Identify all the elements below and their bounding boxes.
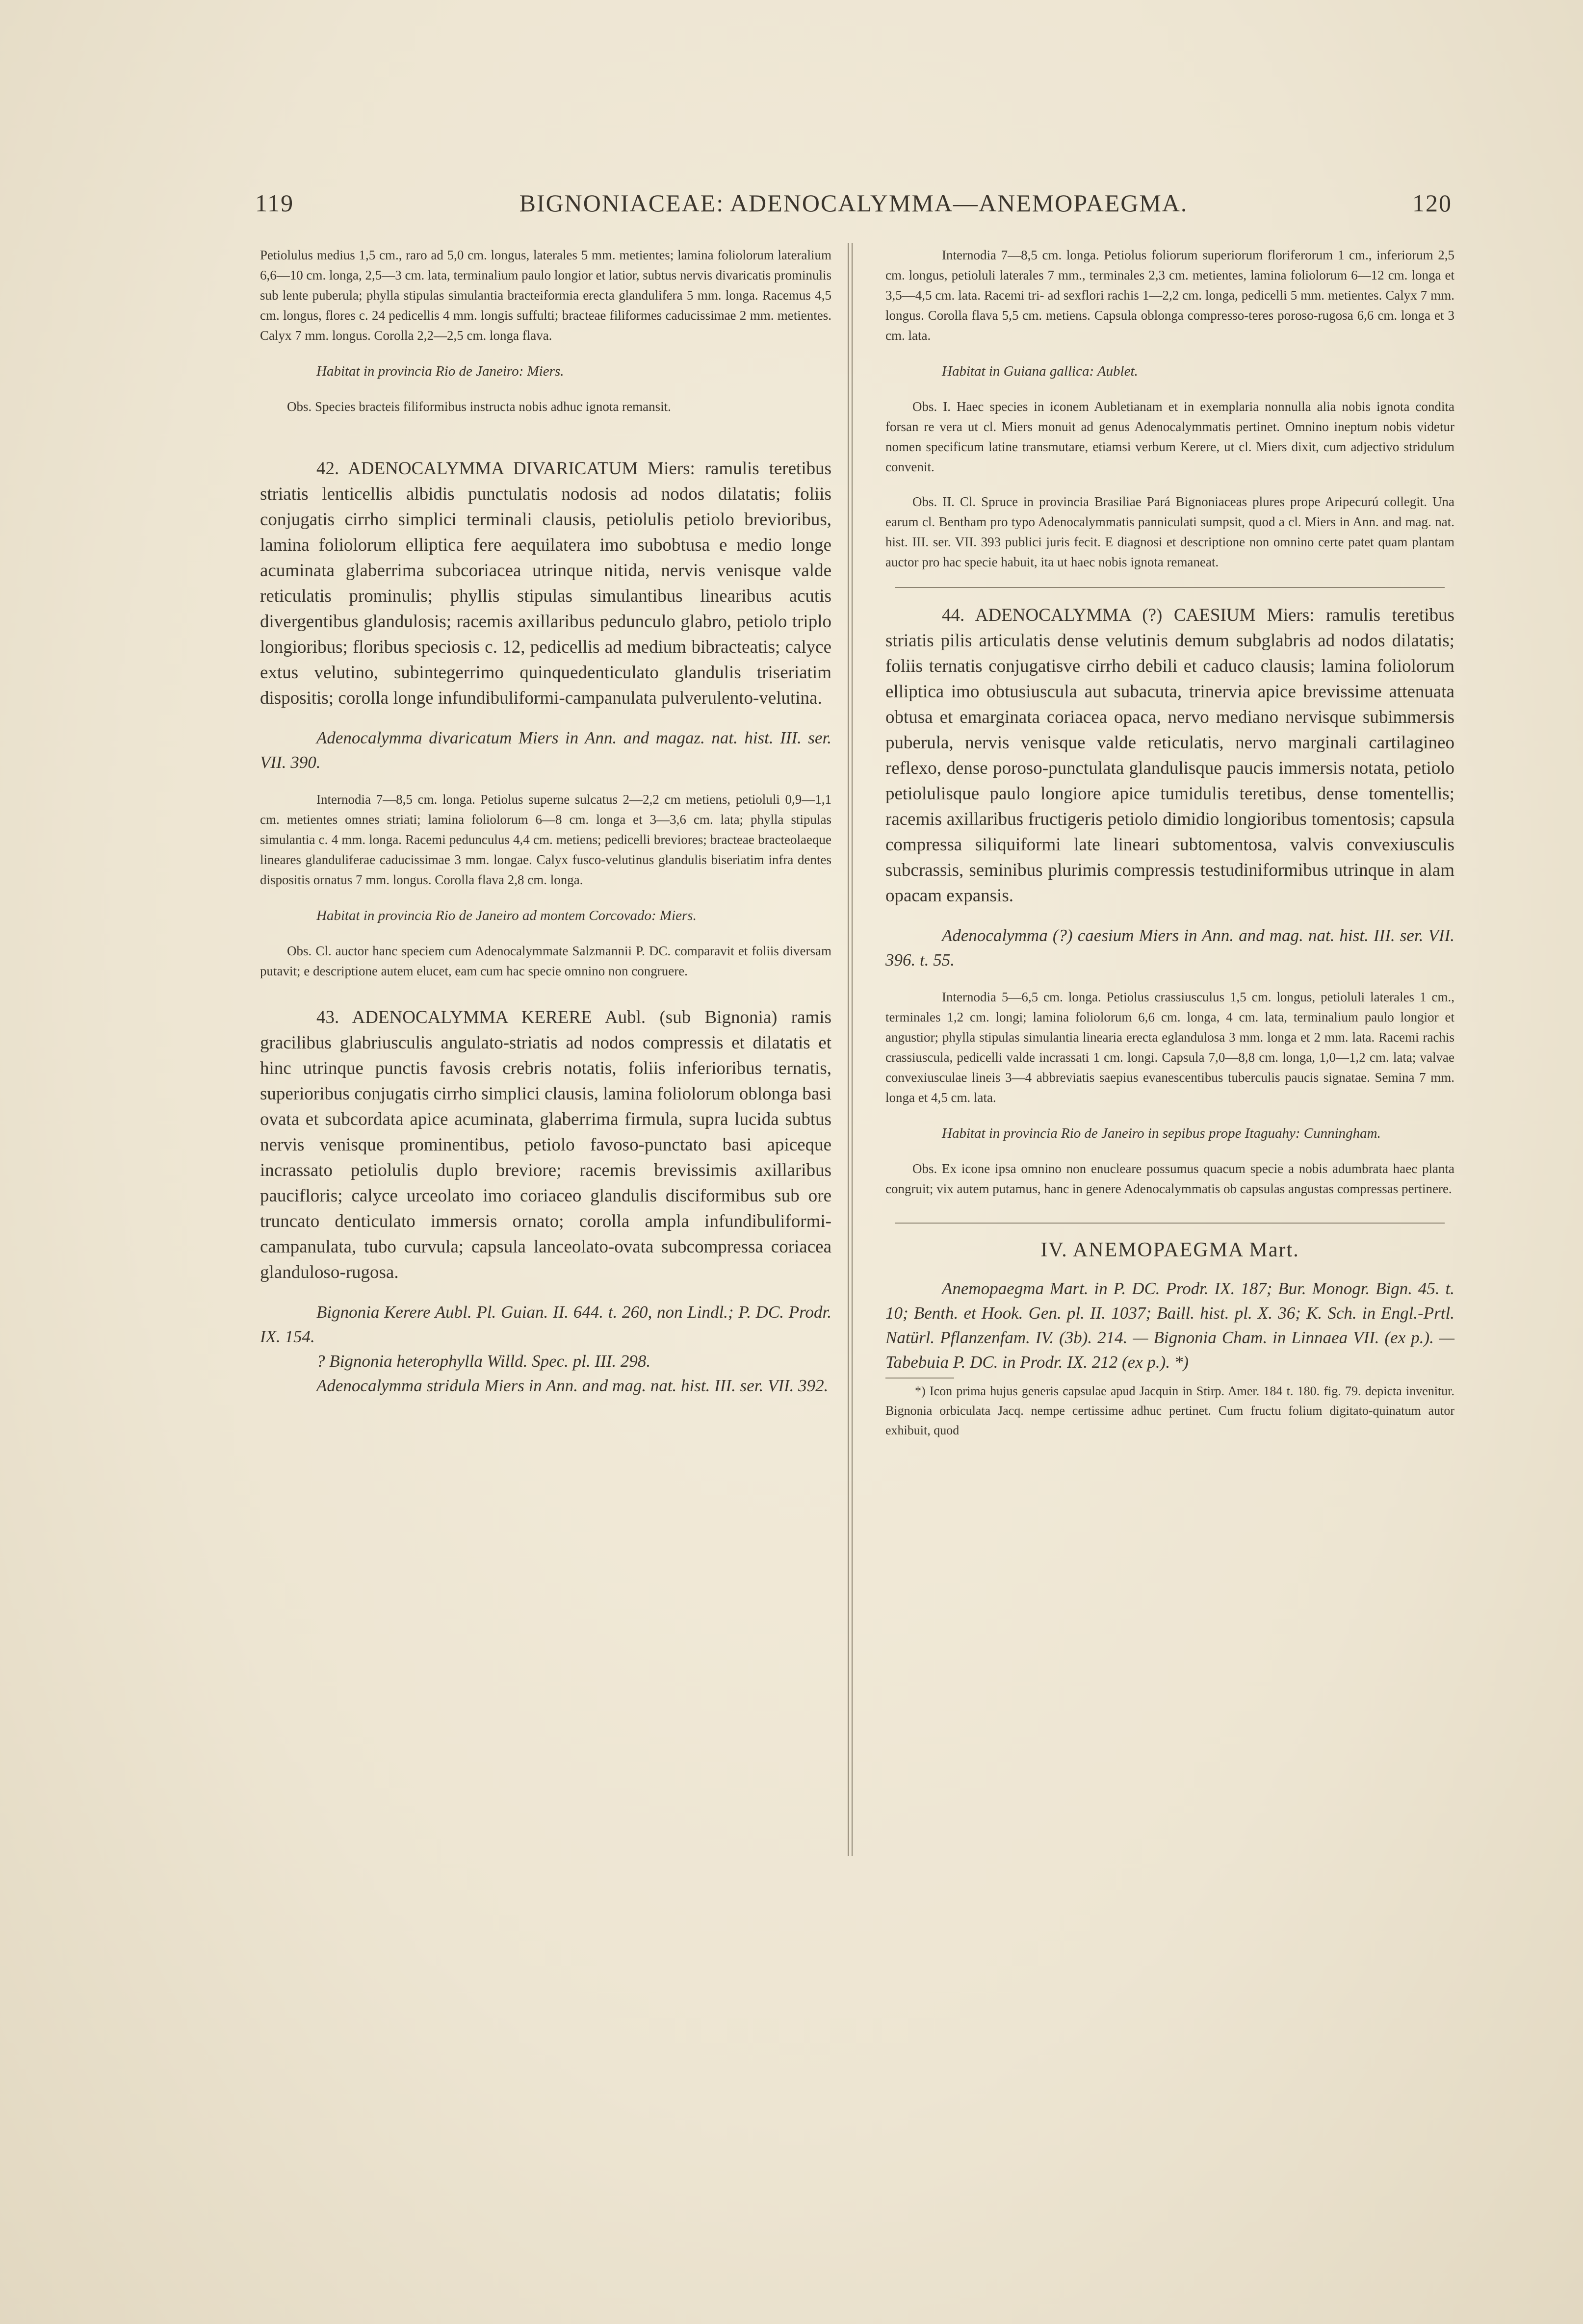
page-number-right: 120: [1412, 189, 1452, 217]
left-column: [260, 245, 831, 1398]
species-43-reference: ? Bignonia heterophylla Willd. Spec. pl. III. 298.: [316, 1352, 651, 1371]
page-number-left: 119: [255, 189, 294, 217]
species-41-observation: Obs. Species bracteis filiformibus instructa nobis adhuc ignota remansit.: [287, 399, 671, 414]
footnote: *) Icon prima hujus generis capsulae apud Jacquin in Stirp. Amer. 184 t. 180. fig. 79. depicta invenitur. Bignonia orbiculata Jacq. nempe certissime adhuc pertinet. Cum fructu folium digitato-quinatum autor exhibuit, quod: [885, 1384, 1454, 1437]
species-43-reference: Adenocalymma stridula Miers in Ann. and mag. nat. hist. III. ser. VII. 392.: [316, 1376, 829, 1395]
species-42-reference: Adenocalymma divaricatum Miers in Ann. and magaz. nat. hist. III. ser. VII. 390.: [260, 728, 831, 772]
species-43-observation-2: Obs. II. Cl. Spruce in provincia Brasiliae Pará Bignoniaceas plures prope Aripecurú collegit. Una earum cl. Bentham pro typo Adenocalymmatis panniculati sumpsit, quod a cl. Miers in Ann. and mag. nat. hist. III. ser. VII. 393 publici juris fecit. E diagnosi et descriptione non omnino certe patet quam plantam auctor pro hac specie habuit, ita ut haec nobis ignota remaneat.: [885, 494, 1454, 569]
species-43-observation-1: Obs. I. Haec species in iconem Aubletianam et in exemplaria nonnulla alia nobis ignota condita forsan re vera ut cl. Miers monuit ad genus Adenocalymmatis pertinet. Omnino ineptum nobis videtur nomen specificum latine transmutare, etiamsi verbum Kerere, ut cl. Miers dixit, cum adjectivo stridulum convenit.: [885, 399, 1454, 474]
species-42-habitat: Habitat in provincia Rio de Janeiro ad montem Corcovado: Miers.: [316, 908, 697, 923]
right-column: [885, 245, 1454, 1440]
species-41-description: Petiolulus medius 1,5 cm., raro ad 5,0 cm. longus, laterales 5 mm. metientes; lamina foliolorum lateralium 6,6—10 cm. longa, 2,5—3 cm. lata, terminalium paulo longior et latior, subtus nervis divaricatis prominulis sub lente puberula; phylla stipulas simulantia bracteiformia erecta glandulifera 5 mm. longa. Racemus 4,5 cm. longus, flores c. 24 pedicellis 4 mm. longis suffulti; bracteae filiformes caducissimae 2 mm. metientes. Calyx 7 mm. longus. Corolla 2,2—2,5 cm. longa flava.: [260, 248, 831, 343]
species-43-reference: Bignonia Kerere Aubl. Pl. Guian. II. 644. t. 260, non Lindl.; P. DC. Prodr. IX. 154.: [260, 1302, 831, 1346]
species-44-description: Internodia 5—6,5 cm. longa. Petiolus crassiusculus 1,5 cm. longus, petioluli laterales 1 cm., terminales 1,2 cm. longi; lamina foliolorum 6,6 cm. longa, 4 cm. lata, terminalium paulo longior et angustior; phylla stipulas simulantia linearia erecta eglandulosa 3 mm. longa et 2 mm. lata. Racemi rachis crassiuscula, pedicelli valde incrassati 1 cm. longi. Capsula 7,0—8,8 cm. longa, 1,0—1,2 cm. lata; valvae convexiusculae lineis 3—4 abbreviatis saepius evanescentibus tuberculis paucis signatae. Semina 7 mm. longa et 4,5 cm. lata.: [885, 990, 1454, 1105]
species-44-habitat: Habitat in provincia Rio de Janeiro in sepibus prope Itaguahy: Cunningham.: [942, 1125, 1381, 1141]
species-44-reference: Adenocalymma (?) caesium Miers in Ann. and mag. nat. hist. III. ser. VII. 396. t. 55.: [885, 926, 1454, 970]
species-43-description: Internodia 7—8,5 cm. longa. Petiolus foliorum superiorum floriferorum 1 cm., inferiorum 2,5 cm. longus, petioluli laterales 7 mm., terminales 2,3 cm. metientes, lamina foliolorum 6—12 cm. longa et 3,5—4,5 cm. lata. Racemi tri- ad sexflori rachis 1—2,2 cm. longa, pedicelli 5 mm. metientes. Calyx 7 mm. longus. Corolla flava 5,5 cm. metiens. Capsula oblonga compresso-teres poroso-rugosa 6,6 cm. longa et 3 cm. lata.: [885, 248, 1454, 343]
species-44-observation: Obs. Ex icone ipsa omnino non enucleare possumus quacum specie a nobis adumbrata haec planta congruit; vix autem putamus, hanc in genere Adenocalymmatis ob capsulas angustas compressas pertinere.: [885, 1161, 1454, 1196]
species-44-diagnosis: 44. ADENOCALYMMA (?) CAESIUM Miers: ramulis teretibus striatis pilis articulatis dense velutinis demum subglabris ad nodos dilatatis; foliis ternatis conjugatisve cirrho debili et caduco clausis; lamina foliolorum elliptica imo obtusiuscula aut subacuta, trinervia apice brevissime attenuata obtusa et emarginata coriacea opaca, nervo mediano nervisque subimmersis puberula, nervis venisque valde reticulatis, nervo marginali cartilagineo reflexo, dense poroso-punctulata glandulisque paucis immersis notata, petiolo petiolulisque paulo longiore apice tumidulis teretibus, dense tomentellis; racemis axillaribus fructigeris petiolo dimidio longioribus tomentosis; capsula compressa siliquiformi late lineari subtomentosa, valvis convexiusculis subcrassis, seminibus plurimis compressis testudiniformibus utrinque in alam opacam expansis.: [885, 605, 1454, 906]
genus-heading: IV. ANEMOPAEGMA Mart.: [1040, 1239, 1299, 1261]
species-42-observation: Obs. Cl. auctor hanc speciem cum Adenocalymmate Salzmannii P. DC. comparavit et foliis diversam putavit; e descriptione autem elucet, eam cum hac specie omnino non congruere.: [260, 944, 831, 978]
footnote-rule: [885, 1378, 954, 1379]
genus-references: Anemopaegma Mart. in P. DC. Prodr. IX. 187; Bur. Monogr. Bign. 45. t. 10; Benth. et Hook. Gen. pl. II. 1037; Baill. hist. pl. X. 36; K. Sch. in Engl.-Prtl. Natürl. Pflanzenfam. IV. (3b). 214. — Bignonia Cham. in Linnaea VII. (ex p.). — Tabebuia P. DC. in Prodr. IX. 212 (ex p.). *): [885, 1279, 1454, 1372]
column-divider: [848, 243, 849, 1856]
species-43-diagnosis: 43. ADENOCALYMMA KERERE Aubl. (sub Bignonia) ramis gracilibus glabriusculis angulato-striatis ad nodos compressis et dilatatis et hinc utrinque punctis favosis crebris notatis, foliis inferioribus ternatis, superioribus conjugatis cirrho simplici clausis, lamina foliolorum oblonga basi ovata et subcordata apice acuminata, glaberrima firmula, supra lucida subtus nervis venisque prominentibus, petiolo favoso-punctato basi apiceque incrassato petiolulis duplo breviore; racemis brevissimis axillaribus paucifloris; calyce urceolato imo coriaceo glandulis disciformibus sub ore truncato denticulato immersis ornato; corolla ampla infundibuliformi-campanulata, tubo curvula; capsula lanceolato-ovata subcompressa coriacea glanduloso-rugosa.: [260, 1007, 831, 1282]
species-42-diagnosis: 42. ADENOCALYMMA DIVARICATUM Miers: ramulis teretibus striatis lenticellis albidis punctulatis nodosis ad nodos dilatatis; foliis conjugatis cirrho simplici terminali clausis, petiolulis petiolo brevioribus, lamina foliolorum elliptica fere aequilatera imo subobtusa e medio longe acuminata glaberrima subcoriacea utrinque nitida, nervis venisque valde reticulatis prominulis; phyllis stipulas simulantibus linearibus acutis divergentibus glandulosis; racemis axillaribus pedunculo glabro, petiolo triplo longioribus; floribus speciosis c. 12, pedicellis ad medium bibracteatis; calyce extus velutino, subintegerrimo quinquedenticulato glandulis triseriatim dispositis; corolla longe infundibuliformi-campanulata pulverulento-velutina.: [260, 459, 831, 708]
column-divider: [852, 243, 853, 1856]
species-43-habitat: Habitat in Guiana gallica: Aublet.: [942, 363, 1138, 379]
species-42-description: Internodia 7—8,5 cm. longa. Petiolus superne sulcatus 2—2,2 cm metiens, petioluli 0,9—1,1 cm. metientes omnes striati; lamina foliolorum 6—8 cm. longa et 3—3,6 cm. lata; phylla stipulas simulantia c. 4 mm. longa. Racemi pedunculus 4,4 cm. metiens; pedicelli breviores; bracteae bracteolaeque lineares glanduliferae caducissimae 3 mm. longae. Calyx fusco-velutinus glandulis biseriatim infra dentes dispositis ornatus 7 mm. longus. Corolla flava 2,8 cm. longa.: [260, 792, 831, 887]
species-41-habitat: Habitat in provincia Rio de Janeiro: Miers.: [316, 363, 564, 379]
page-header: [255, 189, 1452, 223]
running-title: BIGNONIACEAE: ADENOCALYMMA—ANEMOPAEGMA.: [519, 189, 1188, 217]
